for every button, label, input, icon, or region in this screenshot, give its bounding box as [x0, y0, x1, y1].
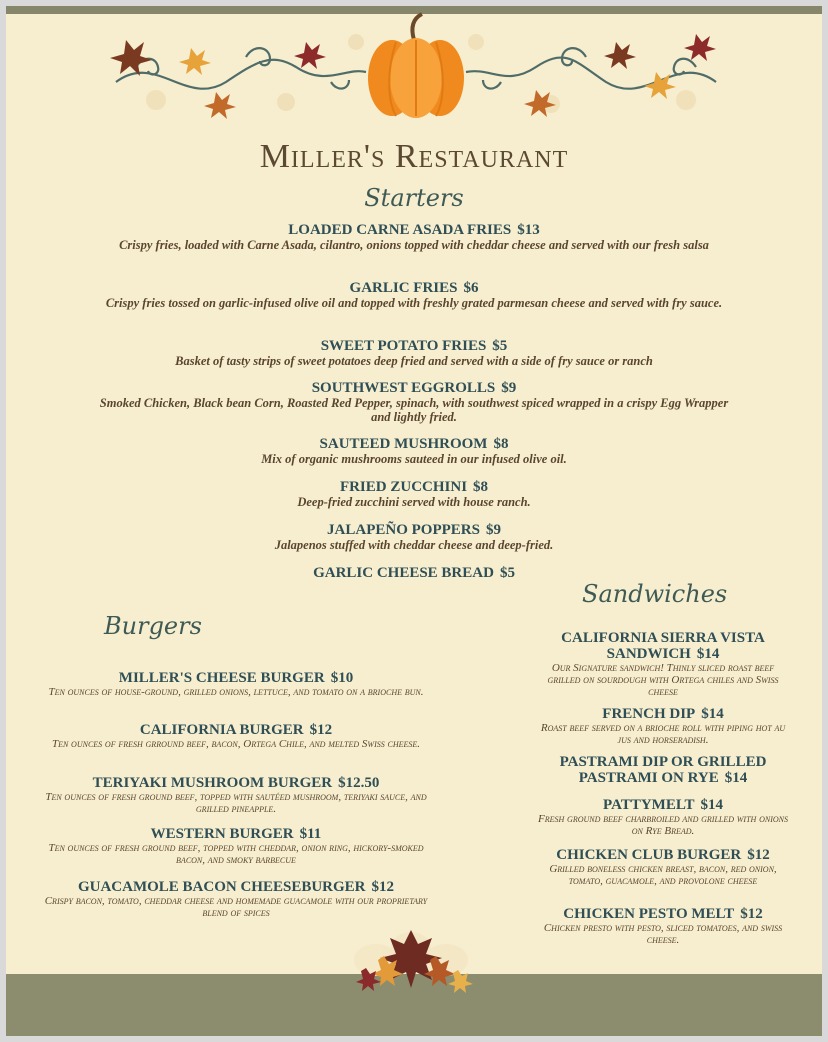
item-name: CHICKEN CLUB BURGER [556, 847, 742, 863]
pumpkin-vine-icon [96, 12, 736, 122]
menu-item [538, 630, 788, 698]
item-price: $9 [485, 522, 501, 538]
sandwiches-heading: Sandwiches [582, 580, 728, 608]
item-desc: Smoked Chicken, Black bean Corn, Roasted Red Pepper, spinach, with southwest spiced wrapped in a crispy Egg Wrapper and lightly fried. [99, 396, 729, 424]
item-price: $14 [696, 646, 720, 662]
menu-page [6, 6, 822, 1036]
menu-item [96, 380, 732, 424]
item-desc: Deep-fried zucchini served with house ranch. [297, 495, 531, 509]
item-name: GARLIC FRIES [349, 280, 458, 296]
item-name: MILLER'S CHEESE BURGER [118, 670, 325, 686]
starters-heading: Starters [364, 184, 464, 212]
item-desc: Crispy fries, loaded with Carne Asada, cilantro, onions topped with cheddar cheese and served with our fresh salsa [119, 238, 709, 252]
item-desc: Ten ounces of fresh grround beef, bacon, Ortega Chile, and melted Swiss cheese. [51, 738, 421, 750]
item-price: $12 [747, 847, 770, 863]
menu-item [96, 436, 732, 466]
item-name: CALIFORNIA BURGER [139, 722, 304, 738]
item-price: $8 [473, 479, 489, 495]
item-desc: Jalapenos stuffed with cheddar cheese and deep-fried. [274, 538, 554, 552]
item-desc: Ten ounces of fresh ground beef, topped with cheddar, onion ring, hickory-smoked bacon, and smoky barbecue [48, 842, 424, 866]
item-price: $11 [299, 826, 322, 842]
item-name: JALAPEÑO POPPERS [327, 522, 480, 538]
menu-item [538, 847, 788, 887]
menu-item [538, 754, 788, 786]
item-price: $12 [309, 722, 333, 738]
item-price: $12.50 [338, 775, 380, 791]
item-price: $5 [492, 338, 508, 354]
item-name: TERIYAKI MUSHROOM BURGER [92, 775, 333, 791]
restaurant-title: Miller's Restaurant [259, 138, 569, 175]
menu-item [40, 775, 432, 815]
item-name: PATTYMELT [603, 797, 695, 813]
menu-item [96, 222, 732, 252]
item-desc: Crispy bacon, tomato, cheddar cheese and homemade guacamole with our proprietary blend of spices [44, 895, 428, 919]
menu-item [96, 522, 732, 552]
item-price: $14 [700, 797, 723, 813]
item-desc: Mix of organic mushrooms sauteed in our infused olive oil. [261, 452, 567, 466]
menu-item [96, 338, 732, 368]
autumn-leaves-icon [336, 924, 486, 1004]
item-price: $12 [740, 906, 763, 922]
burgers-heading: Burgers [104, 612, 202, 640]
item-name: SAUTEED MUSHROOM [319, 436, 488, 452]
menu-item [96, 280, 732, 310]
item-price: $14 [724, 770, 748, 786]
menu-item [40, 722, 432, 750]
item-desc: Chicken presto with pesto, sliced tomatoes, and swiss cheese. [543, 922, 783, 946]
item-name: SWEET POTATO FRIES [320, 338, 487, 354]
item-price: $5 [499, 565, 515, 581]
item-price: $12 [371, 879, 395, 895]
item-desc: Crispy fries tossed on garlic-infused olive oil and topped with freshly grated parmesan cheese and served with fry sauce. [105, 296, 723, 310]
item-desc: Grilled boneless chicken breast, bacon, red onion, tomato, guacamole, and provolone cheese [549, 863, 777, 887]
item-desc: Our Signature sandwich! Thinly sliced roast beef grilled on sourdough with Ortega chiles and Swiss cheese [547, 662, 779, 698]
item-name: FRIED ZUCCHINI [339, 479, 468, 495]
item-name: GUACAMOLE BACON CHEESEBURGER [77, 879, 366, 895]
item-name: CHICKEN PESTO MELT [563, 906, 735, 922]
menu-item [40, 670, 432, 698]
item-price: $10 [330, 670, 354, 686]
item-desc: Roast beef served on a brioche roll with piping hot au jus and horseradish. [540, 722, 786, 746]
item-name: FRENCH DIP [602, 706, 696, 722]
menu-item [538, 906, 788, 946]
item-name: SOUTHWEST EGGROLLS [311, 380, 496, 396]
item-desc: Fresh ground beef charbroiled and grilled with onions on Rye Bread. [538, 813, 788, 837]
item-price: $9 [501, 380, 517, 396]
item-name: GARLIC CHEESE BREAD [313, 565, 494, 581]
item-name: CALIFORNIA SIERRA VISTA SANDWICH [561, 630, 765, 662]
item-name: PASTRAMI DIP OR GRILLED PASTRAMI ON RYE [559, 754, 767, 786]
item-price: $8 [493, 436, 509, 452]
menu-item [538, 706, 788, 746]
item-name: LOADED CARNE ASADA FRIES [288, 222, 512, 238]
item-desc: Basket of tasty strips of sweet potatoes deep fried and served with a side of fry sauce or ranch [175, 354, 653, 368]
item-price: $6 [463, 280, 479, 296]
item-desc: Ten ounces of fresh ground beef, topped with sautéed mushroom, teriyaki sauce, and grilled pineapple. [45, 791, 427, 815]
item-name: WESTERN BURGER [150, 826, 294, 842]
item-price: $13 [517, 222, 540, 238]
menu-item [40, 879, 432, 919]
menu-item [538, 797, 788, 837]
item-desc: Ten ounces of house-ground, grilled onions, lettuce, and tomato on a brioche bun. [48, 686, 424, 698]
menu-item [96, 479, 732, 509]
menu-item [96, 565, 732, 581]
menu-item [40, 826, 432, 866]
item-price: $14 [701, 706, 724, 722]
